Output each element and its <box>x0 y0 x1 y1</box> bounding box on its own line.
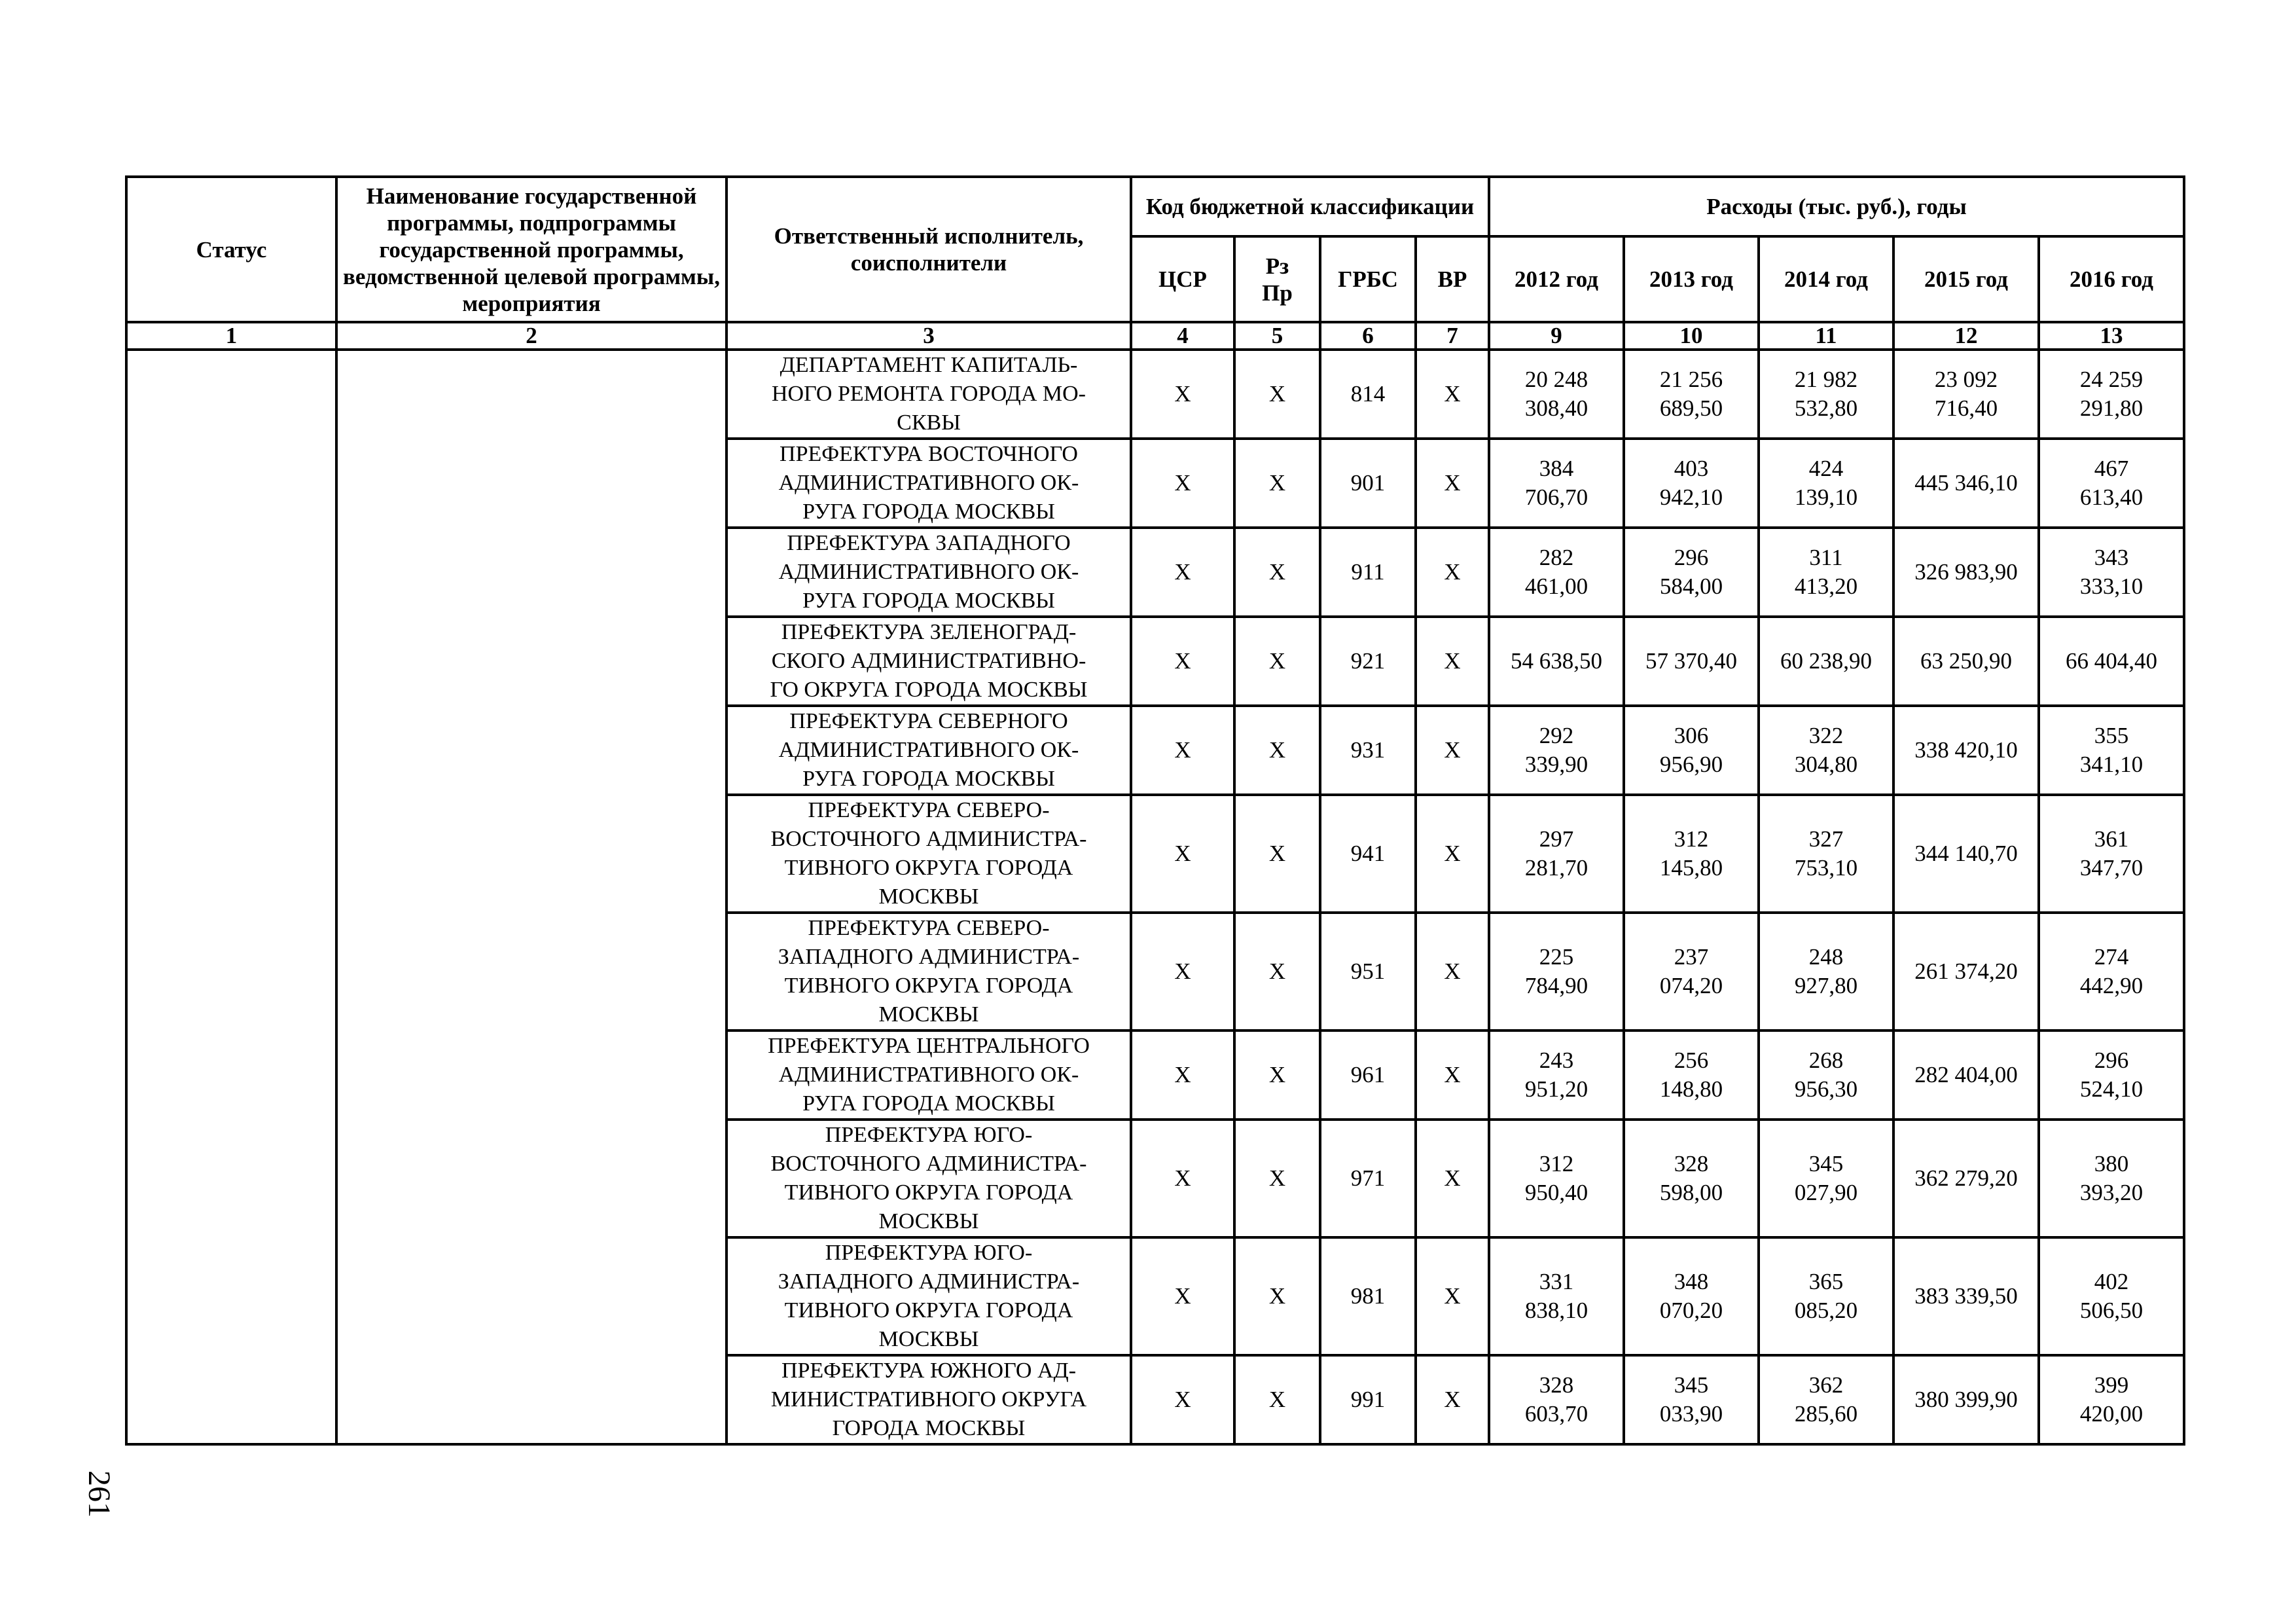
cell-line: 285,60 <box>1794 1401 1858 1427</box>
column-number: 12 <box>1893 322 2039 350</box>
vr-cell: X <box>1416 1030 1489 1120</box>
rzpr-cell: X <box>1234 1237 1320 1355</box>
expense-cell <box>1489 1030 1624 1120</box>
cell-line: ПРЕФЕКТУРА ЮГО- <box>825 1123 1033 1147</box>
csr-cell: X <box>1131 439 1234 528</box>
cell-line: 365 <box>1808 1269 1844 1294</box>
rzpr-cell: X <box>1234 795 1320 913</box>
grbs-cell: 951 <box>1320 913 1416 1030</box>
expense-cell <box>1489 913 1624 1030</box>
cell-line: ПРЕФЕКТУРА ЗЕЛЕНОГРАД- <box>781 620 1077 644</box>
program-name-cell <box>336 350 726 1444</box>
cell-line: РУГА ГОРОДА МОСКВЫ <box>802 767 1055 791</box>
expense-cell <box>1489 1355 1624 1444</box>
cell-line: 139,10 <box>1794 484 1858 510</box>
grbs-cell: 921 <box>1320 617 1416 706</box>
cell-line: 033,90 <box>1659 1401 1723 1427</box>
cell-line: 291,80 <box>2079 395 2144 421</box>
cell-line: 402 <box>2094 1269 2129 1294</box>
rzpr-cell: X <box>1234 706 1320 795</box>
cell-line: 689,50 <box>1659 395 1723 421</box>
cell-line: 296 <box>1674 545 1709 570</box>
executor-cell <box>726 1120 1131 1237</box>
expense-cell <box>2039 913 2184 1030</box>
header-rzpr-line1: Рз <box>1265 253 1289 279</box>
cell-line: 331 <box>1539 1269 1574 1294</box>
cell-line: ВОСТОЧНОГО АДМИНИСТРА- <box>770 827 1087 851</box>
vr-cell: X <box>1416 1355 1489 1444</box>
vr-cell: X <box>1416 795 1489 913</box>
expense-cell <box>2039 1120 2184 1237</box>
budget-table <box>125 175 2185 1446</box>
cell-line: ТИВНОГО ОКРУГА ГОРОДА <box>784 1298 1073 1322</box>
cell-line: ПРЕФЕКТУРА ЗАПАДНОГО <box>787 531 1071 555</box>
column-number: 3 <box>726 322 1131 350</box>
expense-cell <box>1489 528 1624 617</box>
cell-line: 21 256 <box>1659 367 1723 392</box>
cell-line: 344 140,70 <box>1914 841 2018 866</box>
expense-cell <box>1759 528 1893 617</box>
grbs-cell: 911 <box>1320 528 1416 617</box>
cell-line: ТИВНОГО ОКРУГА ГОРОДА <box>784 1180 1073 1205</box>
cell-line: 384 <box>1539 456 1574 481</box>
expense-cell <box>1759 1120 1893 1237</box>
expense-cell <box>1489 706 1624 795</box>
cell-line: СКВЫ <box>897 410 961 435</box>
cell-line: 951,20 <box>1524 1076 1588 1102</box>
cell-line: 706,70 <box>1524 484 1588 510</box>
cell-line: 312 <box>1539 1151 1574 1176</box>
expense-cell <box>1624 1355 1759 1444</box>
cell-line: 297 <box>1539 826 1574 852</box>
cell-line: 445 346,10 <box>1914 470 2018 496</box>
cell-line: 598,00 <box>1659 1180 1723 1205</box>
cell-line: 399 <box>2094 1372 2129 1398</box>
cell-line: МОСКВЫ <box>878 1327 979 1351</box>
expense-cell <box>1893 1120 2039 1237</box>
cell-line: ПРЕФЕКТУРА ВОСТОЧНОГО <box>780 442 1078 466</box>
expense-cell <box>2039 795 2184 913</box>
cell-line: ЗАПАДНОГО АДМИНИСТРА- <box>778 945 1080 969</box>
cell-line: АДМИНИСТРАТИВНОГО ОК- <box>778 1063 1079 1087</box>
cell-line: 304,80 <box>1794 752 1858 777</box>
cell-line: 085,20 <box>1794 1298 1858 1323</box>
cell-line: 420,00 <box>2079 1401 2144 1427</box>
expense-cell <box>1624 1237 1759 1355</box>
cell-line: 308,40 <box>1524 395 1588 421</box>
cell-line: 21 982 <box>1794 367 1858 392</box>
expense-cell <box>1893 1237 2039 1355</box>
cell-line: 345 <box>1808 1151 1844 1176</box>
cell-line: 950,40 <box>1524 1180 1588 1205</box>
cell-line: 282 <box>1539 545 1574 570</box>
grbs-cell: 961 <box>1320 1030 1416 1120</box>
cell-line: ГОРОДА МОСКВЫ <box>832 1416 1026 1440</box>
cell-line: 296 <box>2094 1048 2129 1073</box>
cell-line: 461,00 <box>1524 574 1588 599</box>
cell-line: 506,50 <box>2079 1298 2144 1323</box>
executor-cell <box>726 706 1131 795</box>
expense-cell <box>1759 1030 1893 1120</box>
header-grbs: ГРБС <box>1320 236 1416 322</box>
cell-line: 467 <box>2094 456 2129 481</box>
cell-line: ГО ОКРУГА ГОРОДА МОСКВЫ <box>770 678 1088 702</box>
expense-cell <box>1489 350 1624 439</box>
cell-line: ЗАПАДНОГО АДМИНИСТРА- <box>778 1269 1080 1294</box>
header-expenses: Расходы (тыс. руб.), годы <box>1489 177 2184 236</box>
csr-cell: X <box>1131 913 1234 1030</box>
cell-line: 362 279,20 <box>1914 1165 2018 1191</box>
cell-line: СКОГО АДМИНИСТРАТИВНО- <box>771 649 1086 673</box>
header-year: 2014 год <box>1759 236 1893 322</box>
cell-line: 23 092 <box>1934 367 1998 392</box>
expense-cell <box>2039 1355 2184 1444</box>
expense-cell <box>1893 1355 2039 1444</box>
rzpr-cell: X <box>1234 913 1320 1030</box>
csr-cell: X <box>1131 350 1234 439</box>
page-number: 261 <box>82 1470 117 1518</box>
csr-cell: X <box>1131 1120 1234 1237</box>
cell-line: 306 <box>1674 723 1709 748</box>
table-row <box>126 350 2184 439</box>
cell-line: 261 374,20 <box>1914 958 2018 984</box>
expense-cell <box>1759 913 1893 1030</box>
expense-cell <box>1759 617 1893 706</box>
cell-line: 20 248 <box>1524 367 1588 392</box>
expense-cell <box>1893 350 2039 439</box>
table-body <box>126 350 2184 1444</box>
header-status: Статус <box>126 177 336 322</box>
cell-line: 57 370,40 <box>1645 648 1738 674</box>
expense-cell <box>1489 1237 1624 1355</box>
expense-cell <box>1759 350 1893 439</box>
expense-cell <box>1489 439 1624 528</box>
cell-line: 442,90 <box>2079 973 2144 998</box>
cell-line: 403 <box>1674 456 1709 481</box>
expense-cell <box>2039 439 2184 528</box>
vr-cell: X <box>1416 913 1489 1030</box>
expense-cell <box>2039 1030 2184 1120</box>
cell-line: 380 399,90 <box>1914 1387 2018 1412</box>
csr-cell: X <box>1131 617 1234 706</box>
expense-cell <box>1624 617 1759 706</box>
cell-line: 292 <box>1539 723 1574 748</box>
expense-cell <box>1893 439 2039 528</box>
cell-line: 248 <box>1808 944 1844 970</box>
expense-cell <box>1624 528 1759 617</box>
cell-line: 413,20 <box>1794 574 1858 599</box>
cell-line: 256 <box>1674 1048 1709 1073</box>
cell-line: 393,20 <box>2079 1180 2144 1205</box>
cell-line: 63 250,90 <box>1920 648 2013 674</box>
expense-cell <box>2039 528 2184 617</box>
grbs-cell: 991 <box>1320 1355 1416 1444</box>
csr-cell: X <box>1131 1355 1234 1444</box>
rzpr-cell: X <box>1234 1120 1320 1237</box>
cell-line: 243 <box>1539 1048 1574 1073</box>
column-number: 5 <box>1234 322 1320 350</box>
executor-cell <box>726 439 1131 528</box>
cell-line: 24 259 <box>2079 367 2144 392</box>
cell-line: АДМИНИСТРАТИВНОГО ОК- <box>778 471 1079 495</box>
expense-cell <box>1624 439 1759 528</box>
cell-line: ПРЕФЕКТУРА СЕВЕРНОГО <box>789 709 1068 733</box>
grbs-cell: 971 <box>1320 1120 1416 1237</box>
expense-cell <box>1893 795 2039 913</box>
cell-line: 345 <box>1674 1372 1709 1398</box>
column-number: 2 <box>336 322 726 350</box>
cell-line: 322 <box>1808 723 1844 748</box>
cell-line: 54 638,50 <box>1511 648 1603 674</box>
expense-cell <box>1489 1120 1624 1237</box>
csr-cell: X <box>1131 528 1234 617</box>
vr-cell: X <box>1416 439 1489 528</box>
column-number-row <box>126 322 2184 350</box>
cell-line: 60 238,90 <box>1780 648 1873 674</box>
cell-line: 424 <box>1808 456 1844 481</box>
cell-line: 784,90 <box>1524 973 1588 998</box>
cell-line: 927,80 <box>1794 973 1858 998</box>
status-cell <box>126 350 336 1444</box>
expense-cell <box>1624 795 1759 913</box>
expense-cell <box>1759 1237 1893 1355</box>
rzpr-cell: X <box>1234 1030 1320 1120</box>
vr-cell: X <box>1416 617 1489 706</box>
executor-cell <box>726 1355 1131 1444</box>
column-number: 1 <box>126 322 336 350</box>
cell-line: 145,80 <box>1659 855 1723 881</box>
cell-line: ПРЕФЕКТУРА СЕВЕРО- <box>808 798 1050 822</box>
vr-cell: X <box>1416 528 1489 617</box>
cell-line: 237 <box>1674 944 1709 970</box>
cell-line: 942,10 <box>1659 484 1723 510</box>
rzpr-cell: X <box>1234 1355 1320 1444</box>
cell-line: ДЕПАРТАМЕНТ КАПИТАЛЬ- <box>780 353 1078 377</box>
rzpr-cell: X <box>1234 617 1320 706</box>
cell-line: АДМИНИСТРАТИВНОГО ОК- <box>778 738 1079 762</box>
executor-cell <box>726 913 1131 1030</box>
cell-line: 66 404,40 <box>2066 648 2158 674</box>
expense-cell <box>1893 706 2039 795</box>
cell-line: 070,20 <box>1659 1298 1723 1323</box>
expense-cell <box>2039 617 2184 706</box>
cell-line: 362 <box>1808 1372 1844 1398</box>
column-number: 13 <box>2039 322 2184 350</box>
csr-cell: X <box>1131 1237 1234 1355</box>
cell-line: 716,40 <box>1934 395 1998 421</box>
cell-line: 333,10 <box>2079 574 2144 599</box>
cell-line: 380 <box>2094 1151 2129 1176</box>
cell-line: ВОСТОЧНОГО АДМИНИСТРА- <box>770 1152 1087 1176</box>
header-year: 2012 год <box>1489 236 1624 322</box>
expense-cell <box>2039 1237 2184 1355</box>
cell-line: 383 339,50 <box>1914 1283 2018 1309</box>
executor-cell <box>726 350 1131 439</box>
cell-line: 328 <box>1539 1372 1574 1398</box>
expense-cell <box>1489 617 1624 706</box>
expense-cell <box>1489 795 1624 913</box>
grbs-cell: 931 <box>1320 706 1416 795</box>
header-year: 2015 год <box>1893 236 2039 322</box>
expense-cell <box>1893 617 2039 706</box>
column-number: 6 <box>1320 322 1416 350</box>
cell-line: ПРЕФЕКТУРА ЮГО- <box>825 1241 1033 1265</box>
cell-line: 603,70 <box>1524 1401 1588 1427</box>
expense-cell <box>1893 1030 2039 1120</box>
cell-line: 327 <box>1808 826 1844 852</box>
rzpr-cell: X <box>1234 528 1320 617</box>
executor-cell <box>726 617 1131 706</box>
cell-line: 339,90 <box>1524 752 1588 777</box>
column-number: 7 <box>1416 322 1489 350</box>
cell-line: 361 <box>2094 826 2129 852</box>
cell-line: 326 983,90 <box>1914 559 2018 585</box>
rzpr-cell: X <box>1234 439 1320 528</box>
header-budget-code: Код бюджетной классификации <box>1131 177 1489 236</box>
executor-cell <box>726 528 1131 617</box>
cell-line: 281,70 <box>1524 855 1588 881</box>
cell-line: 312 <box>1674 826 1709 852</box>
header-rzpr <box>1234 236 1320 322</box>
cell-line: 956,90 <box>1659 752 1723 777</box>
header-year: 2013 год <box>1624 236 1759 322</box>
cell-line: АДМИНИСТРАТИВНОГО ОК- <box>778 560 1079 584</box>
grbs-cell: 814 <box>1320 350 1416 439</box>
executor-cell <box>726 1237 1131 1355</box>
cell-line: ПРЕФЕКТУРА ЦЕНТРАЛЬНОГО <box>768 1034 1090 1058</box>
expense-cell <box>1893 913 2039 1030</box>
column-number: 11 <box>1759 322 1893 350</box>
cell-line: РУГА ГОРОДА МОСКВЫ <box>802 500 1055 524</box>
expense-cell <box>1624 1120 1759 1237</box>
grbs-cell: 981 <box>1320 1237 1416 1355</box>
expense-cell <box>1759 439 1893 528</box>
cell-line: ТИВНОГО ОКРУГА ГОРОДА <box>784 974 1073 998</box>
expense-cell <box>1624 350 1759 439</box>
expense-cell <box>1624 1030 1759 1120</box>
cell-line: 225 <box>1539 944 1574 970</box>
vr-cell: X <box>1416 706 1489 795</box>
cell-line: 341,10 <box>2079 752 2144 777</box>
header-program-name: Наименование государственной программы, подпрограммы государственной программы, ведомственной целевой программы, мероприятия <box>336 177 726 322</box>
column-number: 4 <box>1131 322 1234 350</box>
rzpr-cell: X <box>1234 350 1320 439</box>
expense-cell <box>2039 706 2184 795</box>
expense-cell <box>1759 1355 1893 1444</box>
cell-line: ТИВНОГО ОКРУГА ГОРОДА <box>784 856 1073 880</box>
cell-line: 532,80 <box>1794 395 1858 421</box>
cell-line: 074,20 <box>1659 973 1723 998</box>
cell-line: 274 <box>2094 944 2129 970</box>
cell-line: МОСКВЫ <box>878 1209 979 1233</box>
header-rzpr-line2: Пр <box>1262 280 1293 306</box>
column-number: 10 <box>1624 322 1759 350</box>
expense-cell <box>2039 350 2184 439</box>
executor-cell <box>726 795 1131 913</box>
cell-line: 282 404,00 <box>1914 1062 2018 1087</box>
expense-cell <box>1893 528 2039 617</box>
cell-line: МОСКВЫ <box>878 1002 979 1027</box>
csr-cell: X <box>1131 706 1234 795</box>
header-vr: ВР <box>1416 236 1489 322</box>
cell-line: 343 <box>2094 545 2129 570</box>
cell-line: НОГО РЕМОНТА ГОРОДА МО- <box>771 382 1086 406</box>
header-csr: ЦСР <box>1131 236 1234 322</box>
cell-line: ПРЕФЕКТУРА СЕВЕРО- <box>808 916 1050 940</box>
cell-line: 613,40 <box>2079 484 2144 510</box>
executor-cell <box>726 1030 1131 1120</box>
vr-cell: X <box>1416 350 1489 439</box>
cell-line: 838,10 <box>1524 1298 1588 1323</box>
cell-line: ПРЕФЕКТУРА ЮЖНОГО АД- <box>781 1359 1077 1383</box>
header-year: 2016 год <box>2039 236 2184 322</box>
cell-line: 338 420,10 <box>1914 737 2018 763</box>
expense-cell <box>1759 706 1893 795</box>
header-executor: Ответственный исполнитель, соисполнители <box>726 177 1131 322</box>
cell-line: РУГА ГОРОДА МОСКВЫ <box>802 1091 1055 1116</box>
cell-line: 311 <box>1809 545 1843 570</box>
vr-cell: X <box>1416 1120 1489 1237</box>
expense-cell <box>1624 913 1759 1030</box>
expense-cell <box>1759 795 1893 913</box>
expense-cell <box>1624 706 1759 795</box>
csr-cell: X <box>1131 1030 1234 1120</box>
cell-line: 268 <box>1808 1048 1844 1073</box>
cell-line: 348 <box>1674 1269 1709 1294</box>
grbs-cell: 941 <box>1320 795 1416 913</box>
cell-line: 584,00 <box>1659 574 1723 599</box>
cell-line: 148,80 <box>1659 1076 1723 1102</box>
cell-line: 027,90 <box>1794 1180 1858 1205</box>
csr-cell: X <box>1131 795 1234 913</box>
cell-line: 753,10 <box>1794 855 1858 881</box>
cell-line: 347,70 <box>2079 855 2144 881</box>
grbs-cell: 901 <box>1320 439 1416 528</box>
vr-cell: X <box>1416 1237 1489 1355</box>
column-number: 9 <box>1489 322 1624 350</box>
cell-line: 524,10 <box>2079 1076 2144 1102</box>
cell-line: РУГА ГОРОДА МОСКВЫ <box>802 589 1055 613</box>
cell-line: 956,30 <box>1794 1076 1858 1102</box>
cell-line: МИНИСТРАТИВНОГО ОКРУГА <box>770 1387 1087 1412</box>
cell-line: 328 <box>1674 1151 1709 1176</box>
cell-line: 355 <box>2094 723 2129 748</box>
cell-line: МОСКВЫ <box>878 884 979 909</box>
